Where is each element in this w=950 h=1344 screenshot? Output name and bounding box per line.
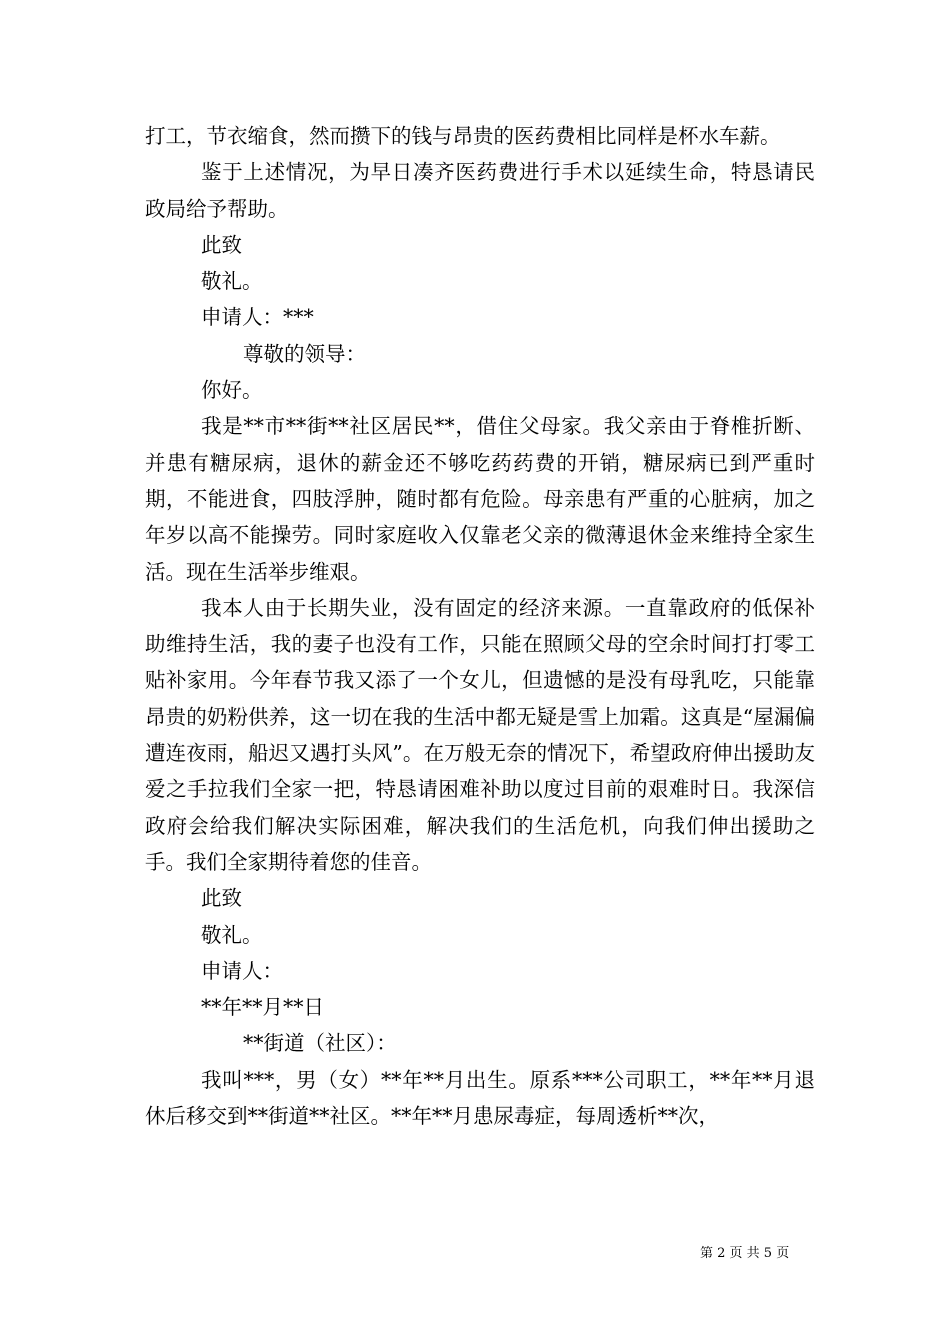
paragraph: 我是**市**街**社区居民**，借住父母家。我父亲由于脊椎折断、并患有糖尿病，退休的薪金还不够吃药药费的开销，糖尿病已到严重时期，不能进食，四肢浮肿，随时都有危险。母亲患有严重的心脏病，加之年岁以高不能操劳。同时家庭收入仅靠老父亲的微薄退休金来维持全家生活。现在生活举步维艰。 xyxy=(145,414,815,584)
salutation: 尊敬的领导： xyxy=(243,341,366,366)
date-line: **年**月**日 xyxy=(201,995,324,1020)
paragraph: 我叫***，男（女）**年**月出生。原系***公司职工，**年**月退休后移交到**街道**社区。**年**月患尿毒症，每周透析**次， xyxy=(145,1067,815,1129)
closing-line: 此致 xyxy=(201,886,242,911)
greeting: 你好。 xyxy=(201,378,263,403)
applicant-line: 申请人： xyxy=(201,958,283,983)
paragraph: 鉴于上述情况，为早日凑齐医药费进行手术以延续生命，特恳请民政局给予帮助。 xyxy=(145,160,815,221)
page-number: 第 2 页 共 5 页 xyxy=(700,1246,790,1261)
applicant-line: 申请人：*** xyxy=(201,305,314,330)
closing-line: 此致 xyxy=(201,232,242,257)
paragraph: 打工，节衣缩食，然而攒下的钱与昂贵的医药费相比同样是杯水车薪。 xyxy=(145,124,781,148)
document-body xyxy=(145,118,815,1134)
closing-line: 敬礼。 xyxy=(201,922,263,947)
closing-line: 敬礼。 xyxy=(201,269,263,294)
salutation: **街道（社区）： xyxy=(243,1031,397,1056)
paragraph: 我本人由于长期失业，没有固定的经济来源。一直靠政府的低保补助维持生活，我的妻子也没有工作，只能在照顾父母的空余时间打打零工贴补家用。今年春节我又添了一个女儿，但遗憾的是没有母乳吃，只能靠昂贵的奶粉供养，这一切在我的生活中都无疑是雪上加霜。这真是“屋漏偏遭连夜雨，船迟又遇打头风”。在万般无奈的情况下，希望政府伸出援助友爱之手拉我们全家一把，特恳请困难补助以度过目前的艰难时日。我深信政府会给我们解决实际困难，解决我们的生活危机，向我们伸出援助之手。我们全家期待着您的佳音。 xyxy=(145,595,815,874)
